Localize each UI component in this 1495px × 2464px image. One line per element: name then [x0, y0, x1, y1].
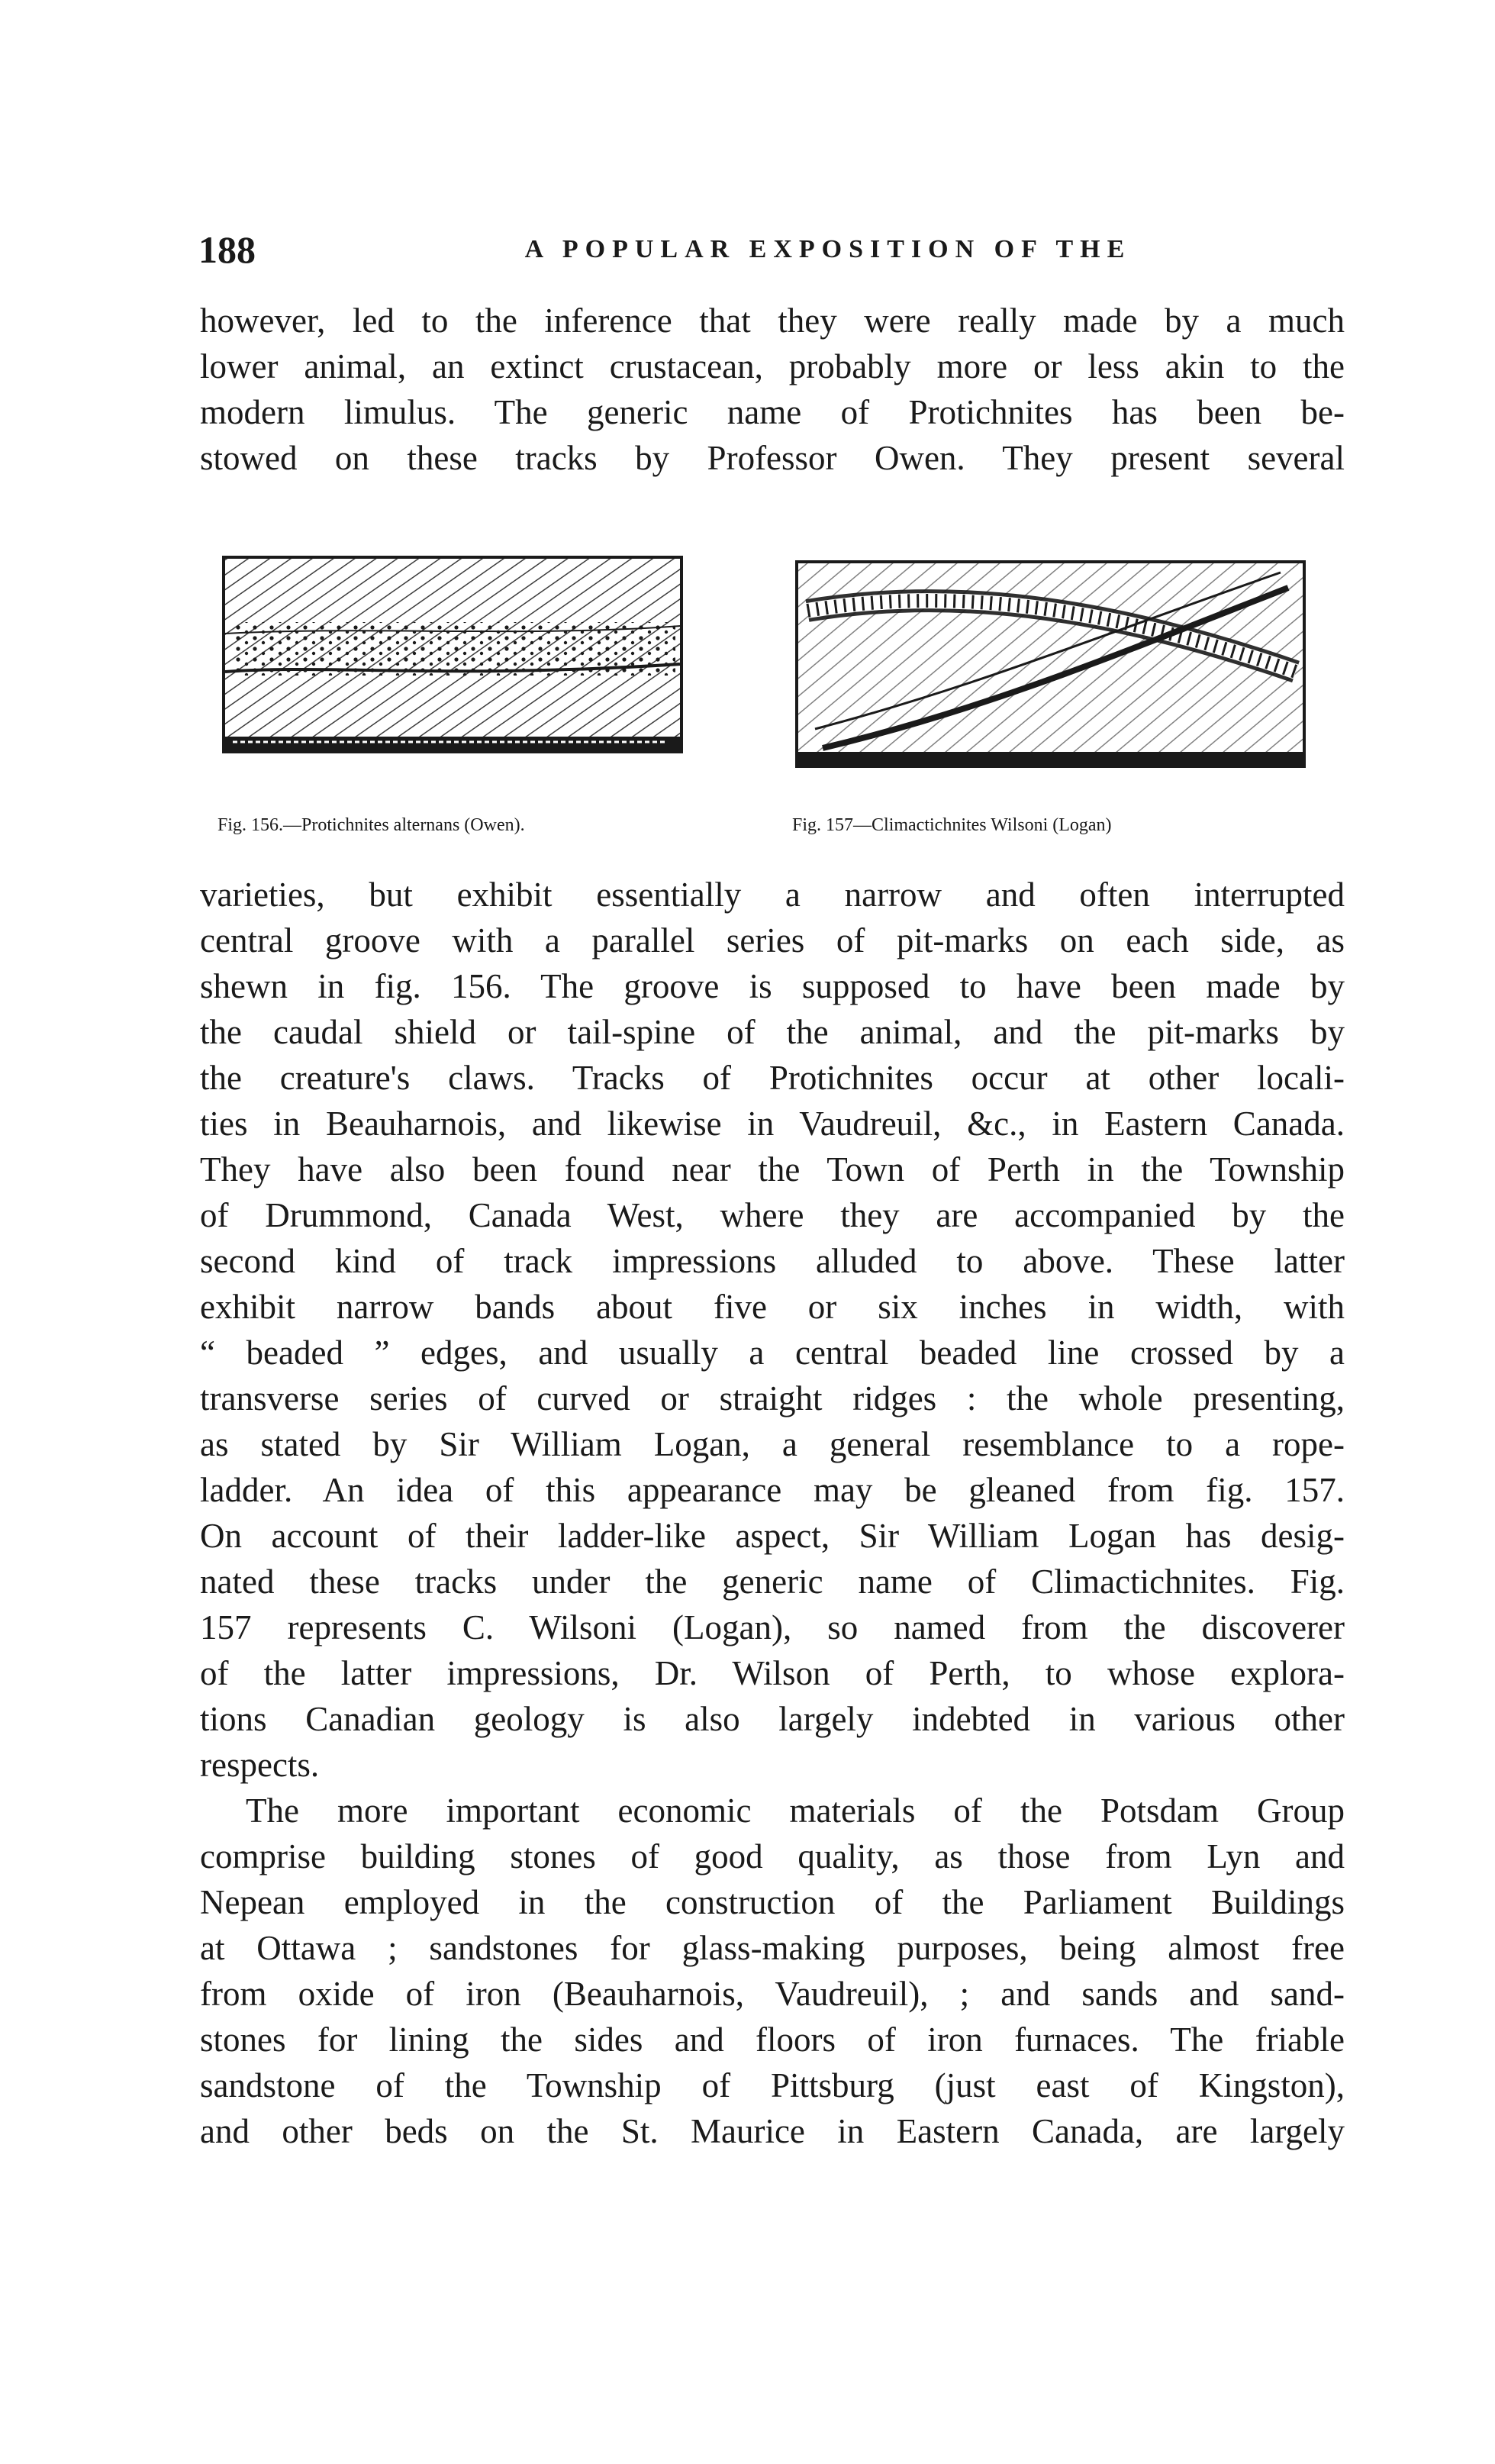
figure-157 — [792, 557, 1311, 836]
text-line: the caudal shield or tail-spine of the animal, and the pit-marks by — [200, 1013, 1345, 1051]
running-head: A POPULAR EXPOSITION OF THE — [524, 235, 1132, 263]
text-line: at Ottawa ; sandstones for glass-making purposes, being almost free — [200, 1929, 1345, 1967]
text-line: modern limulus. The generic name of Protichnites has been be- — [200, 393, 1345, 431]
text-line: the creature's claws. Tracks of Protichnites occur at other locali- — [200, 1059, 1345, 1097]
page-number: 188 — [198, 228, 256, 271]
text-line: from oxide of iron (Beauharnois, Vaudreuil), ; and sands and sand- — [200, 1975, 1345, 2013]
text-line: lower animal, an extinct crustacean, probably more or less akin to the — [200, 347, 1345, 385]
text-line: tions Canadian geology is also largely indebted in various other — [200, 1700, 1345, 1738]
text-line: “ beaded ” edges, and usually a central beaded line crossed by a — [200, 1334, 1345, 1372]
text-line: The more important economic materials of the Potsdam Group — [246, 1792, 1345, 1830]
text-line: respects. — [200, 1746, 320, 1784]
figure-row — [198, 550, 1343, 855]
text-line: as stated by Sir William Logan, a general resemblance to a rope- — [200, 1425, 1345, 1463]
figure-caption: Fig. 157—Climactichnites Wilsoni (Logan) — [792, 815, 1112, 835]
text-line: sandstone of the Township of Pittsburg (just east of Kingston), — [200, 2066, 1345, 2104]
text-line: stones for lining the sides and floors of iron furnaces. The friable — [200, 2021, 1345, 2059]
text-line: Nepean employed in the construction of the Parliament Buildings — [200, 1883, 1345, 1921]
figure-156 — [217, 550, 691, 836]
text-line: nated these tracks under the generic name of Climactichnites. Fig. — [200, 1563, 1345, 1601]
text-line: second kind of track impressions alluded to above. These latter — [200, 1242, 1345, 1280]
text-line: stowed on these tracks by Professor Owen. They present several — [200, 439, 1345, 477]
page-header — [198, 227, 1343, 281]
text-line: varieties, but exhibit essentially a narrow and often interrupted — [200, 876, 1345, 914]
text-line: and other beds on the St. Maurice in Eastern Canada, are largely — [200, 2112, 1345, 2150]
text-line: comprise building stones of good quality, as those from Lyn and — [200, 1837, 1345, 1875]
climactichnites-engraving — [792, 557, 1311, 779]
text-line: ladder. An idea of this appearance may be gleaned from fig. 157. — [200, 1471, 1345, 1509]
text-line: On account of their ladder-like aspect, Sir William Logan has desig- — [200, 1517, 1345, 1555]
text-line: 157 represents C. Wilsoni (Logan), so named from the discoverer — [200, 1608, 1345, 1646]
figure-caption: Fig. 156.—Protichnites alternans (Owen). — [217, 815, 525, 835]
text-line: shewn in fig. 156. The groove is supposed to have been made by — [200, 967, 1345, 1005]
paragraph-continued — [200, 298, 1345, 481]
protichnites-engraving — [217, 550, 691, 779]
text-line: however, led to the inference that they were really made by a much — [200, 302, 1345, 340]
text-line: of the latter impressions, Dr. Wilson of Perth, to whose explora- — [200, 1654, 1345, 1692]
text-line: ties in Beauharnois, and likewise in Vaudreuil, &c., in Eastern Canada. — [200, 1105, 1345, 1143]
text-line: of Drummond, Canada West, where they are accompanied by the — [200, 1196, 1345, 1234]
text-line: central groove with a parallel series of pit-marks on each side, as — [200, 921, 1345, 959]
text-line: They have also been found near the Town of Perth in the Township — [200, 1150, 1345, 1188]
paragraph-tracks — [200, 872, 1345, 2154]
text-line: exhibit narrow bands about five or six inches in width, with — [200, 1288, 1345, 1326]
text-line: transverse series of curved or straight ridges : the whole presenting, — [200, 1379, 1345, 1417]
